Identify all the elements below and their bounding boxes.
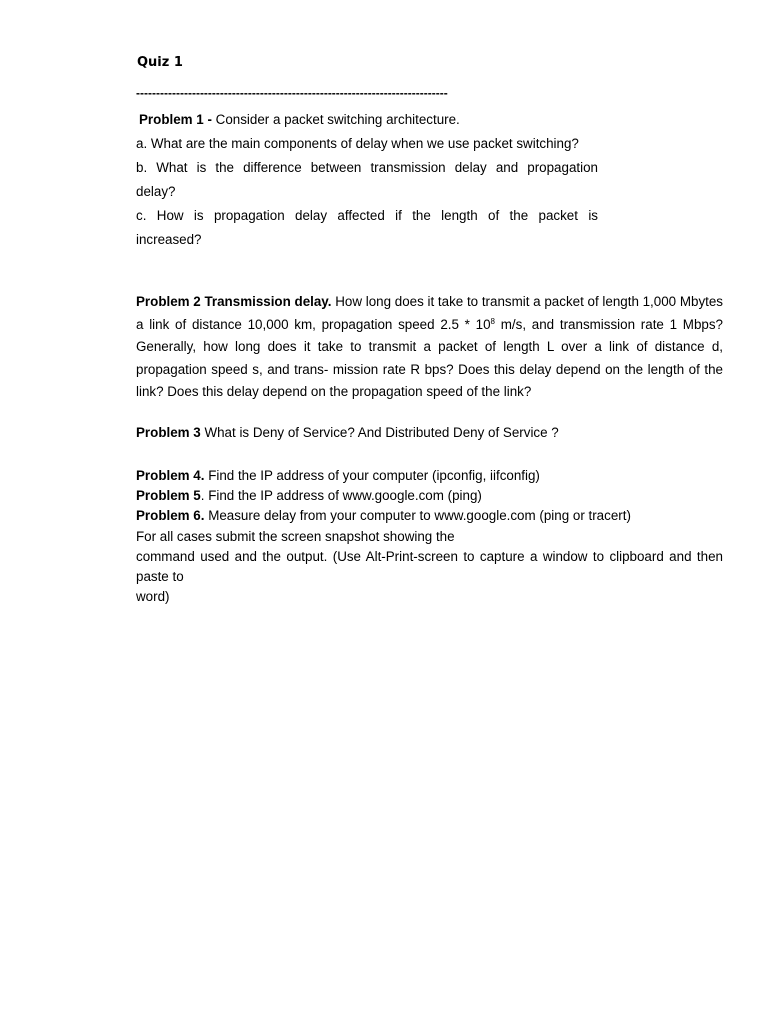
problem-6 bbox=[136, 506, 723, 526]
problem-1-intro: Consider a packet switching architecture. bbox=[211, 112, 460, 127]
separator-line: ------------------------------------------------------------------------------ bbox=[136, 86, 448, 100]
problem-2-text-part1: How long does it take to transmit a packet of length 1,000 Mbytes a link of distance 10,000 km, propagation speed 2.5 * 10 bbox=[136, 294, 724, 332]
problems-4-6-group bbox=[136, 466, 723, 607]
problem-2 bbox=[136, 291, 723, 404]
problem-1 bbox=[136, 108, 598, 252]
problem-4-text: Find the IP address of your computer (ipconfig, iifconfig) bbox=[204, 468, 540, 483]
quiz-title: Quiz 1 bbox=[137, 55, 183, 70]
problem-1-question-c-line2: increased? bbox=[136, 232, 202, 247]
problem-1-question-c-line1: c. How is propagation delay affected if the length of the packet is bbox=[136, 208, 598, 223]
problem-1-label: Problem 1 - bbox=[139, 112, 212, 127]
problem-4 bbox=[136, 466, 723, 486]
problem-4-label: Problem 4. bbox=[136, 468, 205, 483]
problem-2-label: Problem 2 Transmission delay. bbox=[136, 294, 332, 309]
problem-5-text: . Find the IP address of www.google.com (ping) bbox=[200, 488, 482, 504]
problem-3-label: Problem 3 bbox=[136, 425, 201, 440]
problem-2-exponent: 8 bbox=[490, 316, 495, 326]
problem-5 bbox=[136, 486, 723, 506]
problem-5-label: Problem 5 bbox=[136, 488, 201, 504]
submission-line-2: command used and the output. (Use Alt-Print-screen to capture a window to clipboard and then bbox=[136, 548, 723, 564]
problem-1-question-a: a. What are the main components of delay when we use packet switching? bbox=[136, 136, 579, 151]
problem-1-question-b-line1: b. What is the difference between transmission delay and propagation bbox=[136, 160, 598, 175]
problem-1-question-b-line2: delay? bbox=[136, 184, 176, 199]
submission-line-3: paste to bbox=[136, 569, 184, 585]
problem-3 bbox=[136, 425, 723, 440]
submission-line-1: For all cases submit the screen snapshot showing the bbox=[136, 528, 455, 544]
problem-6-label: Problem 6. bbox=[136, 508, 205, 524]
problem-1-intro-line bbox=[136, 108, 598, 132]
submission-line-4: word) bbox=[136, 589, 170, 605]
problem-3-text: What is Deny of Service? And Distributed Deny of Service ? bbox=[200, 425, 559, 440]
problem-2-text-part2: m/s, and transmission rate 1 Mbps? Generally, how long does it take to transmit a packet of length L over a link of distance d, propagation speed s, and trans- mission rate R bps? Does this delay depend on the length of the link? Does this delay depend on the propagation speed of the link? bbox=[136, 316, 724, 400]
problem-6-text: Measure delay from your computer to www.google.com (ping or tracert) bbox=[204, 508, 631, 524]
